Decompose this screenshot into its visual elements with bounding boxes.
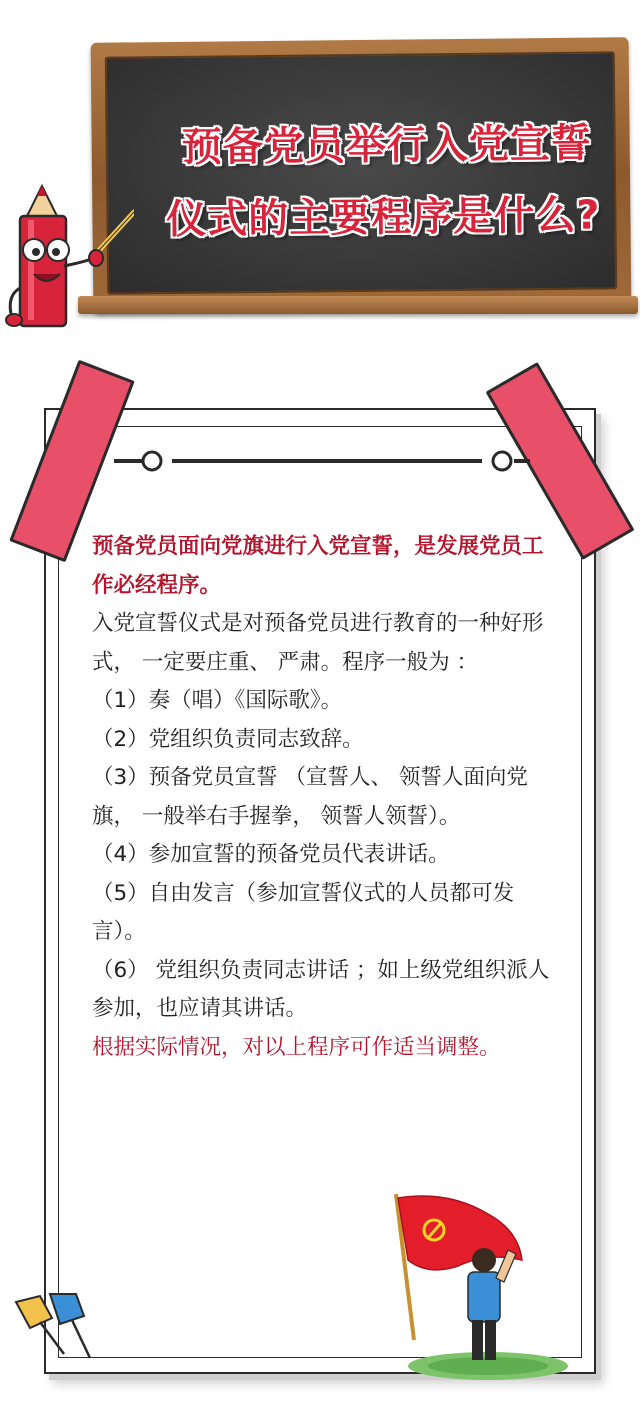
- divider-ornament: [114, 446, 530, 476]
- chalkboard: [105, 51, 617, 294]
- chalkboard-frame: [91, 37, 632, 313]
- description-text: 入党宣誓仪式是对预备党员进行教育的一种好形式， 一定要庄重、 严肃。程序一般为 ：: [92, 611, 544, 675]
- step-3: （3）预备党员宣誓 （宣誓人、 领誓人面向党旗， 一般举右手握拳， 领誓人领誓）。: [92, 765, 528, 829]
- step-2: （2）党组织负责同志致辞。: [92, 726, 364, 752]
- page-title-line-1: 预备党员举行入党宣誓: [181, 120, 592, 171]
- page-title-line-2: 仪式的主要程序是什么?: [166, 192, 601, 244]
- card-content: [92, 528, 562, 1067]
- step-5: （5）自由发言（参加宣誓仪式的人员都可发言）。: [92, 880, 515, 944]
- intro-text: 预备党员面向党旗进行入党宣誓，是发展党员工作必经程序。: [92, 534, 544, 598]
- pencil-mascot-icon: [4, 178, 134, 338]
- push-pin-icon: [10, 1288, 114, 1362]
- party-flag-icon: [388, 1190, 584, 1380]
- step-1: （1）奏（唱）《国际歌》。: [92, 688, 343, 713]
- chalkboard-ledge: [78, 296, 638, 314]
- step-4: （4）参加宣誓的预备党员代表讲话。: [92, 842, 450, 867]
- closing-text: 根据实际情况，对以上程序可作适当调整。: [92, 1034, 501, 1060]
- step-6: （6） 党组织负责同志讲话 ；如上级党组织派人参加，也应请其讲话。: [92, 957, 550, 1021]
